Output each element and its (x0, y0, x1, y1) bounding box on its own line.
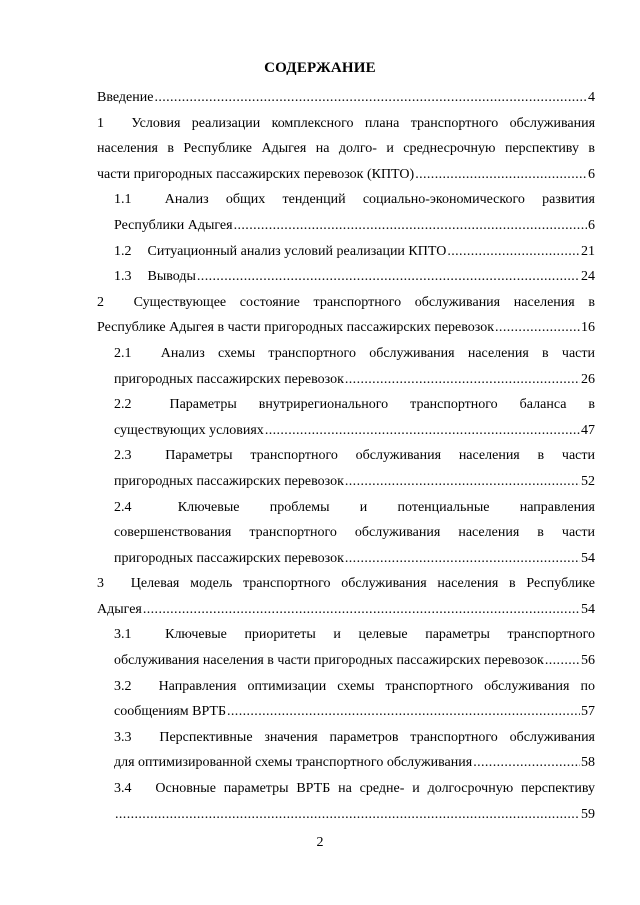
toc-entry-line (114, 520, 595, 546)
toc-entry-text: пригородных пассажирских перевозок (114, 550, 344, 566)
toc-entry-text: Ключевые приоритеты и целевые параметры транспортного (165, 627, 596, 643)
toc-entry-page: 56 (581, 653, 595, 669)
toc-entry-number: 2.4 (114, 499, 132, 515)
toc-entry-text: Республики Адыгея (114, 217, 233, 233)
toc-entry[interactable] (114, 495, 595, 572)
toc-entry-line (114, 674, 595, 700)
toc-entry-line (114, 495, 595, 521)
toc-entry-page: 24 (581, 269, 595, 285)
toc-entry-text: Перспективные значения параметров транспортного обслуживания (159, 729, 595, 745)
toc-entry-line (97, 111, 595, 137)
toc-entry[interactable] (114, 239, 595, 265)
toc-entry-text: Введение (97, 90, 154, 105)
toc-entry[interactable] (114, 725, 595, 776)
toc-entry-line (114, 213, 595, 239)
toc-entry-page: 58 (581, 755, 595, 771)
toc-leader-dots (115, 802, 580, 828)
toc-entry-number: 2 (97, 294, 104, 310)
toc-entry-text: обслуживания населения в части пригородных пассажирских перевозок (114, 653, 544, 669)
toc-entry[interactable] (114, 776, 595, 827)
toc-entry-line (114, 264, 595, 290)
toc-entry-number: 2.1 (114, 345, 132, 361)
toc-entry-line (114, 546, 595, 572)
toc-entry-page: 4 (588, 90, 595, 105)
toc-leader-dots (473, 750, 580, 776)
toc-entry-line (97, 136, 595, 162)
toc-entry-page: 47 (581, 422, 595, 438)
toc-entry-line (114, 469, 595, 495)
toc-entry-text: для оптимизированной схемы транспортного обслуживания (114, 755, 473, 771)
toc-entry-line (114, 699, 595, 725)
toc-entry-page: 57 (581, 704, 595, 720)
toc-entry-text: Параметры транспортного обслуживания населения в части (165, 448, 595, 464)
toc-entry-page: 54 (581, 550, 595, 566)
toc-entry-text: пригородных пассажирских перевозок (114, 371, 344, 387)
toc-entry-line (97, 290, 595, 316)
toc-entry-page: 26 (581, 371, 595, 387)
toc-entry-page: 6 (588, 217, 595, 233)
toc-entry-text: Направления оптимизации схемы транспортного обслуживания по (158, 678, 595, 694)
toc-entry-page: 16 (581, 320, 595, 336)
toc-entry-line (114, 802, 595, 828)
toc-entry[interactable] (97, 571, 595, 622)
toc-leader-dots (345, 546, 580, 572)
toc-entry-number: 1.2 (114, 243, 132, 259)
toc-entry[interactable] (114, 443, 595, 494)
toc-leader-dots (227, 699, 580, 725)
toc-leader-dots (143, 597, 580, 623)
toc-entry[interactable] (114, 674, 595, 725)
toc-entry-line (114, 367, 595, 393)
toc-leader-dots (345, 469, 580, 495)
toc-entry-line (97, 571, 595, 597)
toc-entry[interactable] (97, 111, 595, 188)
toc-entry[interactable] (97, 290, 595, 341)
toc-entry[interactable] (114, 622, 595, 673)
toc-entry-number: 1.1 (114, 192, 132, 208)
toc-entry-text: сообщениям ВРТБ (114, 704, 226, 720)
toc-entry-text: совершенствования транспортного обслуживания населения в части (114, 525, 595, 541)
toc-entry-text: Существующее состояние транспортного обслуживания населения в (133, 294, 595, 310)
toc-leader-dots (345, 367, 580, 393)
toc-entry-text: Анализ схемы транспортного обслуживания населения в части (160, 345, 596, 361)
toc-leader-dots (415, 162, 587, 188)
toc-entry-line (114, 392, 595, 418)
toc-entry-line (97, 85, 595, 111)
toc-entry-line (97, 162, 595, 188)
toc-entry-line (114, 750, 595, 776)
toc-entry-number: 3.4 (114, 781, 132, 797)
toc-entry[interactable] (114, 264, 595, 290)
toc-entry-number: 3.2 (114, 678, 132, 694)
toc-entry-line (114, 443, 595, 469)
toc-entry-text: населения в Республике Адыгея на долго- и среднесрочную перспективу в (97, 141, 595, 157)
toc-entry-number: 1.3 (114, 269, 132, 285)
toc-entry-text: Анализ общих тенденций социально-экономического развития (164, 192, 595, 208)
toc-entry-line (114, 725, 595, 751)
toc-entry[interactable] (114, 187, 595, 238)
toc-entry-text: пригородных пассажирских перевозок (114, 473, 344, 489)
toc-leader-dots (154, 85, 587, 111)
toc-entry-text: Целевая модель транспортного обслуживания населения в Республике (130, 576, 595, 592)
toc-entry-text: Параметры внутрирегионального транспортного баланса в (169, 397, 596, 413)
toc-entry-line (97, 315, 595, 341)
toc-entry-text: Ключевые проблемы и потенциальные направления (177, 499, 595, 515)
toc-entry[interactable] (114, 341, 595, 392)
toc-entry-number: 2.2 (114, 397, 132, 413)
toc-entry-page: 21 (581, 243, 595, 259)
toc-entry[interactable] (97, 85, 595, 111)
toc-entry-number: 3 (97, 576, 104, 592)
toc-title: СОДЕРЖАНИЕ (264, 60, 376, 76)
toc-entry-text: части пригородных пассажирских перевозок (КПТО) (97, 166, 415, 182)
toc-entry-line (114, 239, 595, 265)
toc-entry-text: существующих условиях (114, 422, 264, 438)
toc-entry-text: Республике Адыгея в части пригородных пассажирских перевозок (97, 320, 495, 336)
toc-entry-line (114, 418, 595, 444)
toc-leader-dots (197, 264, 580, 290)
toc-entry-line (114, 648, 595, 674)
toc-leader-dots (495, 315, 580, 341)
toc-leader-dots (545, 648, 580, 674)
toc-entry-line (114, 341, 595, 367)
table-of-contents (97, 85, 595, 827)
toc-entry-line (114, 187, 595, 213)
toc-entry-text: Ситуационный анализ условий реализации КПТО (147, 243, 447, 259)
toc-entry-text: Выводы (147, 269, 196, 285)
toc-leader-dots (447, 239, 580, 265)
toc-leader-dots (234, 213, 587, 239)
toc-entry-number: 3.1 (114, 627, 132, 643)
toc-entry-line (114, 776, 595, 802)
toc-leader-dots (265, 418, 580, 444)
page-number: 2 (316, 835, 324, 850)
toc-entry-page: 6 (588, 166, 595, 182)
toc-entry-text: Условия реализации комплексного плана транспортного обслуживания (131, 115, 596, 131)
toc-entry-page: 52 (581, 473, 595, 489)
toc-entry-line (97, 597, 595, 623)
toc-entry-page: 59 (581, 806, 595, 822)
toc-entry-number: 3.3 (114, 729, 132, 745)
toc-entry-number: 1 (97, 115, 104, 131)
toc-entry-page: 54 (581, 601, 595, 617)
toc-entry-text: Адыгея (97, 601, 142, 617)
toc-entry-number: 2.3 (114, 448, 132, 464)
toc-entry-line (114, 622, 595, 648)
toc-entry-text: Основные параметры ВРТБ на средне- и долгосрочную перспективу (155, 781, 596, 797)
toc-entry[interactable] (114, 392, 595, 443)
